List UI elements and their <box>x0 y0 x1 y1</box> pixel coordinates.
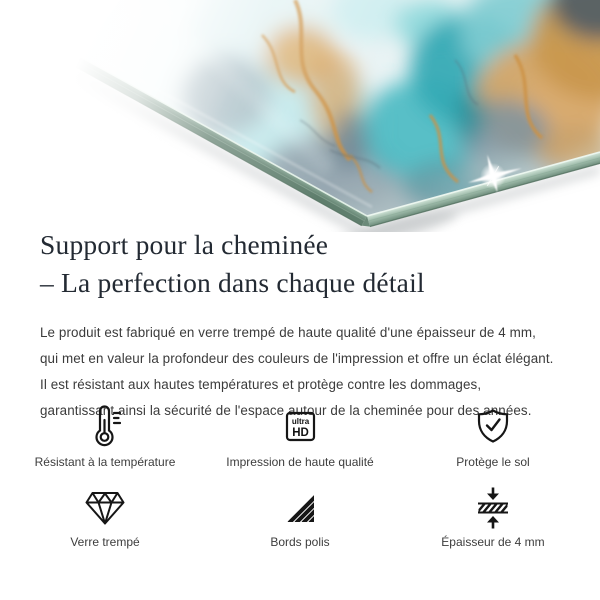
feature-thickness <box>398 486 588 549</box>
page-title <box>40 226 425 302</box>
shield-check-icon <box>476 402 510 450</box>
ultra-hd-badge-top: ultra <box>291 416 309 426</box>
page-title-line1: Support pour la cheminée <box>40 229 329 260</box>
feature-label: Épaisseur de 4 mm <box>441 535 545 549</box>
feature-polished-edges <box>205 486 395 549</box>
product-description: Le produit est fabriqué en verre trempé de haute qualité d'une épaisseur de 4 mm, qui met en valeur la profondeur des couleurs de l'impression et offre un éclat élégant. Il est résistant aux hautes températures et protège contre les dommages, garantissant ainsi la sécurité de l'espace autour de la cheminée pour des années. <box>40 325 554 419</box>
feature-temperature-resistant <box>10 402 200 469</box>
white-fade <box>0 0 600 232</box>
page-title-line2: – La perfection dans chaque détail <box>40 267 425 298</box>
feature-tempered-glass <box>10 486 200 549</box>
feature-print-quality <box>205 402 395 469</box>
thickness-icon <box>475 486 511 530</box>
feature-label: Protège le sol <box>456 455 530 469</box>
diamond-icon <box>84 486 126 530</box>
feature-label: Verre trempé <box>70 535 140 549</box>
polished-edges-icon <box>285 486 315 530</box>
hero-image <box>0 0 600 232</box>
ultra-hd-badge-bottom: HD <box>291 426 309 439</box>
ultra-hd-icon <box>285 402 316 450</box>
feature-label: Résistant à la température <box>34 455 176 469</box>
feature-label: Impression de haute qualité <box>226 455 374 469</box>
feature-floor-protection <box>398 402 588 469</box>
feature-label: Bords polis <box>270 535 330 549</box>
glass-panel <box>0 0 600 232</box>
thermometer-icon <box>89 402 121 450</box>
